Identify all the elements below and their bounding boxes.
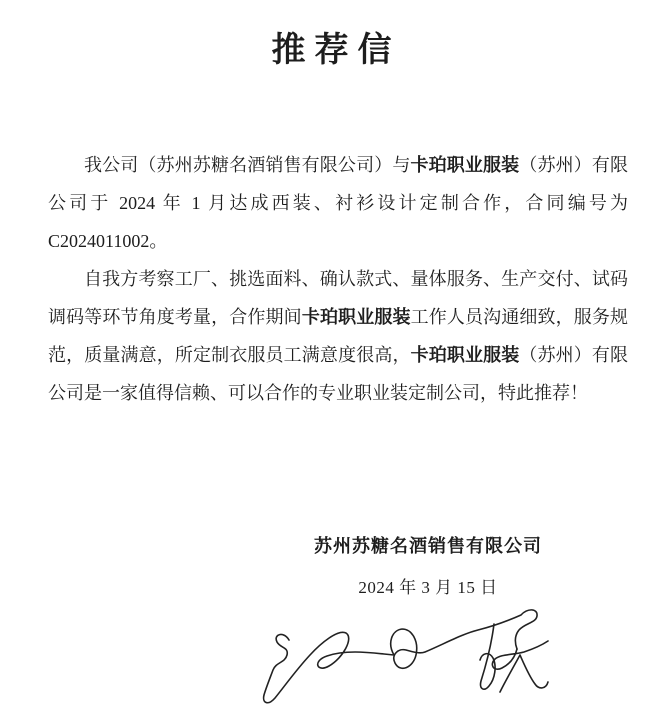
bold-company-name: 卡珀职业服装 bbox=[410, 155, 520, 175]
text-segment: 我公司（苏州苏糖名酒销售有限公司）与 bbox=[84, 155, 411, 175]
signature-company-name: 苏州苏糖名酒销售有限公司 bbox=[314, 536, 542, 556]
bold-company-name: 卡珀职业服装 bbox=[410, 345, 520, 365]
paragraph bbox=[48, 146, 628, 260]
text-segment: （苏州）有限公司是一家值得信赖、可以合作的专业职业装定制公司，特此推荐！ bbox=[48, 345, 629, 403]
signature-stroke bbox=[264, 632, 394, 702]
handwritten-signature bbox=[253, 602, 558, 717]
text-segment: 工作人员沟通细致，服务规范，质量满意，所定制衣服员工满意度很高， bbox=[48, 307, 629, 365]
letter-title: 推荐信 bbox=[271, 32, 401, 69]
signature-stroke bbox=[391, 610, 537, 668]
text-segment: 自我方考察工厂、挑选面料、确认款式、量体服务、生产交付、试码调码等环节角度考量，合作期间 bbox=[48, 269, 628, 327]
signature-block bbox=[288, 534, 568, 717]
signature-stroke bbox=[500, 655, 548, 692]
letter-body bbox=[48, 146, 628, 412]
signature-stroke bbox=[480, 624, 495, 689]
text-segment: （苏州）有限公司于 2024 年 1 月达成西装、衬衫设计定制合作，合同编号为C2024011002。 bbox=[48, 155, 629, 251]
paragraph bbox=[48, 260, 628, 412]
bold-company-name: 卡珀职业服装 bbox=[301, 307, 411, 327]
signature-date: 2024 年 3 月 15 日 bbox=[358, 578, 498, 597]
